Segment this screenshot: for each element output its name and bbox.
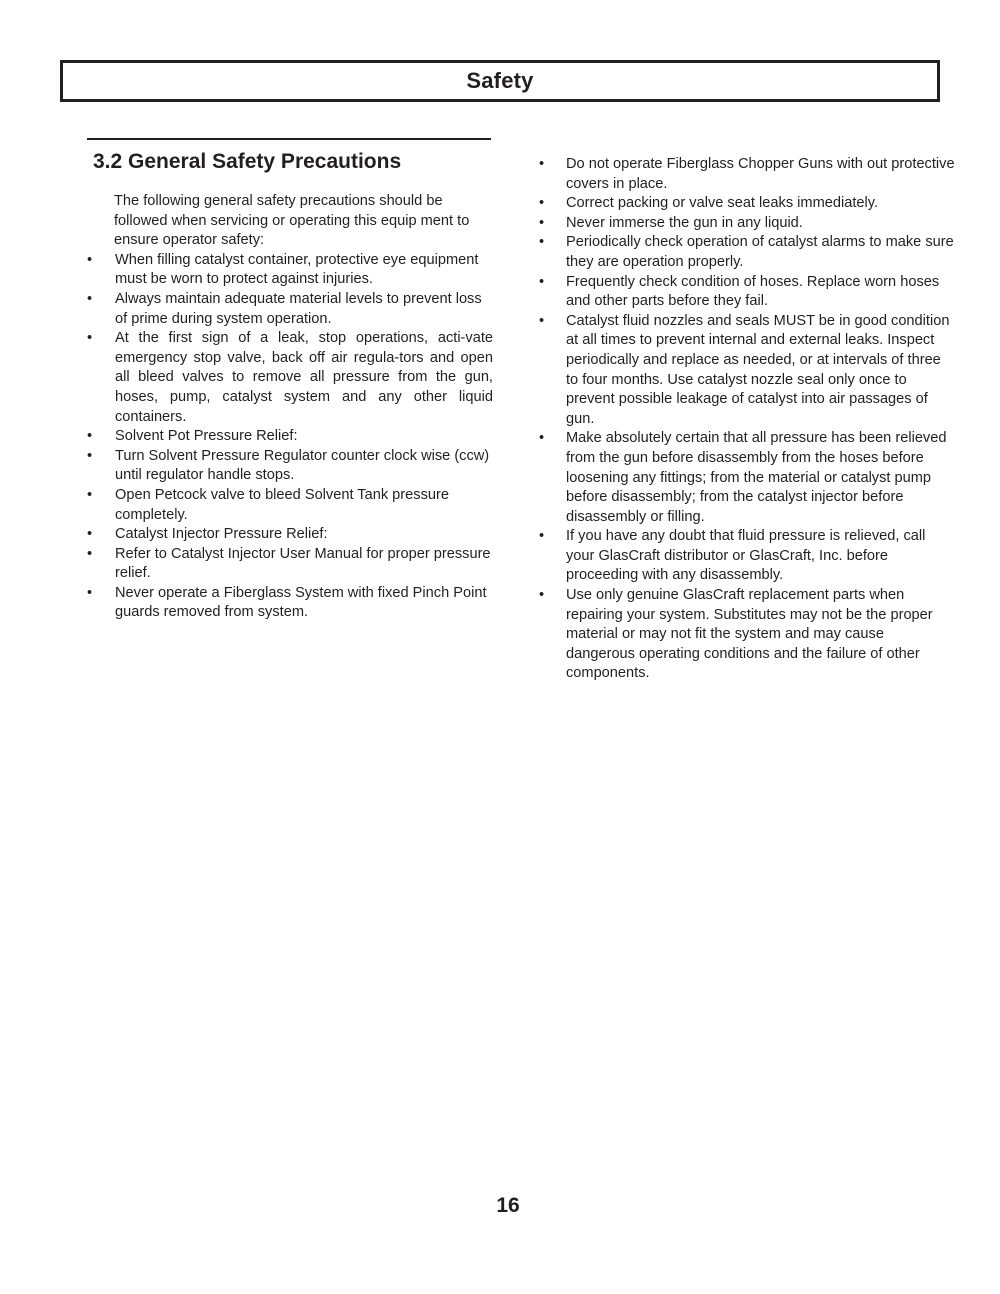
list-item: • Solvent Pot Pressure Relief:: [85, 427, 493, 447]
bullet: •: [539, 587, 545, 604]
section-header-box: [60, 60, 940, 102]
bullet: •: [539, 234, 545, 251]
list-item: • Catalyst fluid nozzles and seals MUST be in good condition at all times to prevent internal and external leaks. Inspect periodically and replace as needed, or at intervals of three to four months. Use catalyst nozzle seal only once to prevent possible leakage of catalyst into air passages of gun.: [539, 312, 950, 427]
bullet: •: [87, 545, 93, 562]
bullet: •: [539, 156, 545, 172]
section-header-title: Safety: [466, 68, 534, 93]
bullet: •: [87, 486, 93, 503]
list-item: • Periodically check operation of catalyst alarms to make sure they are operation properly.: [539, 234, 954, 270]
bullet: •: [539, 430, 545, 447]
section-rule: [87, 138, 491, 140]
list-item: • Open Petcock valve to bleed Solvent Tank pressure completely.: [87, 486, 449, 523]
list-item: • Turn Solvent Pressure Regulator counter clock wise (ccw) until regulator handle stops.: [87, 447, 490, 484]
list-item: • Correct packing or valve seat leaks immediately.: [535, 194, 955, 214]
list-item: • Never operate a Fiberglass System with fixed Pinch Point guards removed from system.: [87, 584, 487, 621]
bullet: •: [539, 214, 545, 231]
intro-paragraph: The following general safety precautions should be followed when servicing or operating this equip ment to ensure operator safety:: [114, 193, 470, 249]
right-column: [535, 155, 955, 684]
list-item: • At the first sign of a leak, stop operations, acti-vate emergency stop valve, back off air regula-tors and open all bleed valves to remove all pressure from the gun, hoses, pump, catalyst system and any other liquid containers.: [87, 330, 493, 425]
bullet: •: [87, 290, 93, 307]
bullet: •: [87, 251, 93, 268]
left-column: [85, 138, 493, 623]
bullet: •: [87, 447, 93, 464]
bullet: •: [539, 273, 545, 290]
bullet: •: [87, 584, 93, 601]
section-heading: 3.2 General Safety Precautions: [93, 150, 402, 173]
list-item: • If you have any doubt that fluid pressure is relieved, call your GlasCraft distributor or GlasCraft, Inc. before proceeding with any disassembly.: [539, 528, 926, 584]
list-item: • Frequently check condition of hoses. Replace worn hoses and other parts before they fail.: [539, 273, 940, 310]
list-item: • Never immerse the gun in any liquid.: [535, 214, 955, 234]
page-number: 16: [496, 1194, 520, 1217]
bullet: •: [539, 312, 545, 329]
right-precautions-list: [535, 155, 955, 684]
list-item: • Always maintain adequate material levels to prevent loss of prime during system operation.: [87, 290, 482, 327]
list-item: • Make absolutely certain that all pressure has been relieved from the gun before disassembly from the hoses before loosening any fittings; from the material or catalyst pump before disassembly; from the catalyst injector before disassembly or filling.: [539, 430, 947, 525]
list-item: • When filling catalyst container, protective eye equipment must be worn to protect against injuries.: [87, 251, 479, 288]
bullet: •: [539, 195, 545, 212]
list-item: • Catalyst Injector Pressure Relief:: [85, 525, 493, 545]
bullet: •: [87, 428, 93, 445]
bullet: •: [539, 528, 545, 545]
bullet: •: [87, 330, 93, 347]
left-precautions-list: [85, 251, 493, 623]
list-item: • Refer to Catalyst Injector User Manual for proper pressure relief.: [87, 545, 491, 582]
list-item: • Use only genuine GlasCraft replacement parts when repairing your system. Substitutes may not be the proper material or may not fit the system and may cause dangerous operating conditions and the failure of other components.: [539, 587, 933, 682]
list-item: • Do not operate Fiberglass Chopper Guns with out protective covers in place.: [539, 156, 955, 192]
bullet: •: [87, 526, 93, 543]
